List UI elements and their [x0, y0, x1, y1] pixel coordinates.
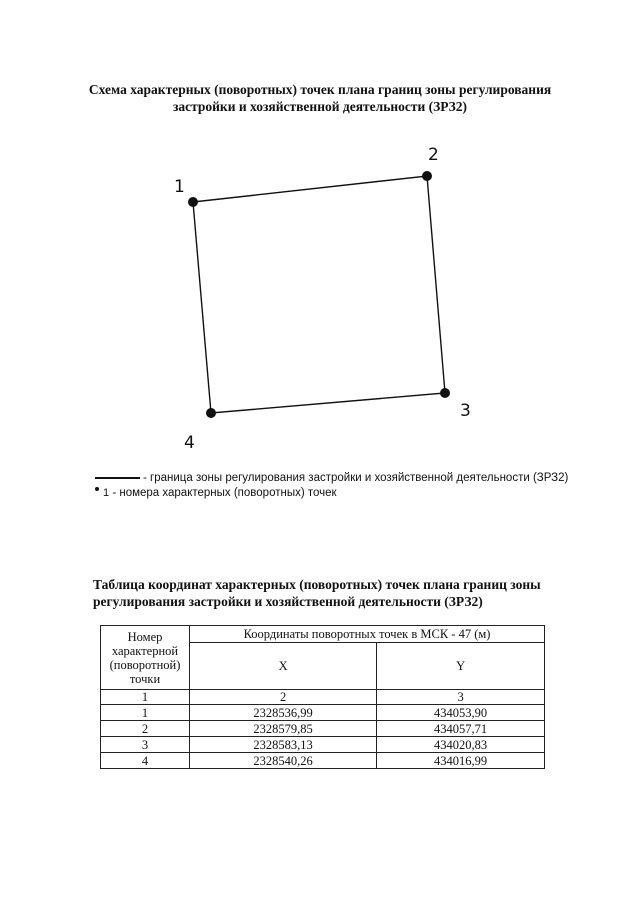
column-index: 1 — [101, 690, 190, 705]
header-point-number: Номер характерной (поворотной) точки — [101, 626, 190, 690]
legend-points-text: - номера характерных (поворотных) точек — [112, 487, 337, 499]
scheme-title: Схема характерных (поворотных) точек плана границ зоны регулирования застройки и хозяйственной деятельности (ЗРЗ2) — [88, 82, 552, 114]
column-index: 2 — [190, 690, 377, 705]
legend-point-number: 1 — [103, 487, 110, 499]
column-index: 3 — [377, 690, 545, 705]
table-row — [101, 705, 545, 721]
point-marker-2 — [422, 171, 432, 181]
legend-dot-symbol — [95, 487, 99, 491]
point-marker-4 — [206, 408, 216, 418]
column-index-row — [101, 690, 545, 705]
table-row — [101, 737, 545, 753]
point-label-4: 4 — [184, 433, 195, 453]
x-cell: 2328540,26 — [190, 753, 377, 769]
x-cell: 2328583,13 — [190, 737, 377, 753]
point-label-3: 3 — [460, 401, 471, 421]
x-cell: 2328536,99 — [190, 705, 377, 721]
header-y: Y — [377, 643, 545, 690]
table-row — [101, 721, 545, 737]
x-cell: 2328579,85 — [190, 721, 377, 737]
y-cell: 434016,99 — [377, 753, 545, 769]
point-marker-1 — [188, 197, 198, 207]
point-number-cell: 2 — [101, 721, 190, 737]
point-marker-3 — [440, 388, 450, 398]
header-coordinates: Координаты поворотных точек в МСК - 47 (м) — [190, 626, 545, 643]
table-title: Таблица координат характерных (поворотных) точек плана границ зоны регулирования застройки и хозяйственной деятельности (ЗРЗ2) — [93, 577, 541, 609]
point-number-cell: 1 — [101, 705, 190, 721]
table-row — [101, 753, 545, 769]
point-number-cell: 3 — [101, 737, 190, 753]
y-cell: 434020,83 — [377, 737, 545, 753]
legend-boundary-text: - граница зоны регулирования застройки и хозяйственной деятельности (ЗРЗ2) — [143, 472, 569, 484]
coordinates-table — [100, 625, 545, 769]
y-cell: 434057,71 — [377, 721, 545, 737]
point-label-1: 1 — [174, 177, 185, 197]
header-x: X — [190, 643, 377, 690]
legend-boundary — [95, 472, 568, 484]
legend-line-symbol — [95, 477, 140, 479]
zrz2-boundary — [193, 176, 445, 413]
point-label-2: 2 — [428, 145, 439, 165]
point-number-cell: 4 — [101, 753, 190, 769]
legend-points — [95, 487, 337, 499]
y-cell: 434053,90 — [377, 705, 545, 721]
